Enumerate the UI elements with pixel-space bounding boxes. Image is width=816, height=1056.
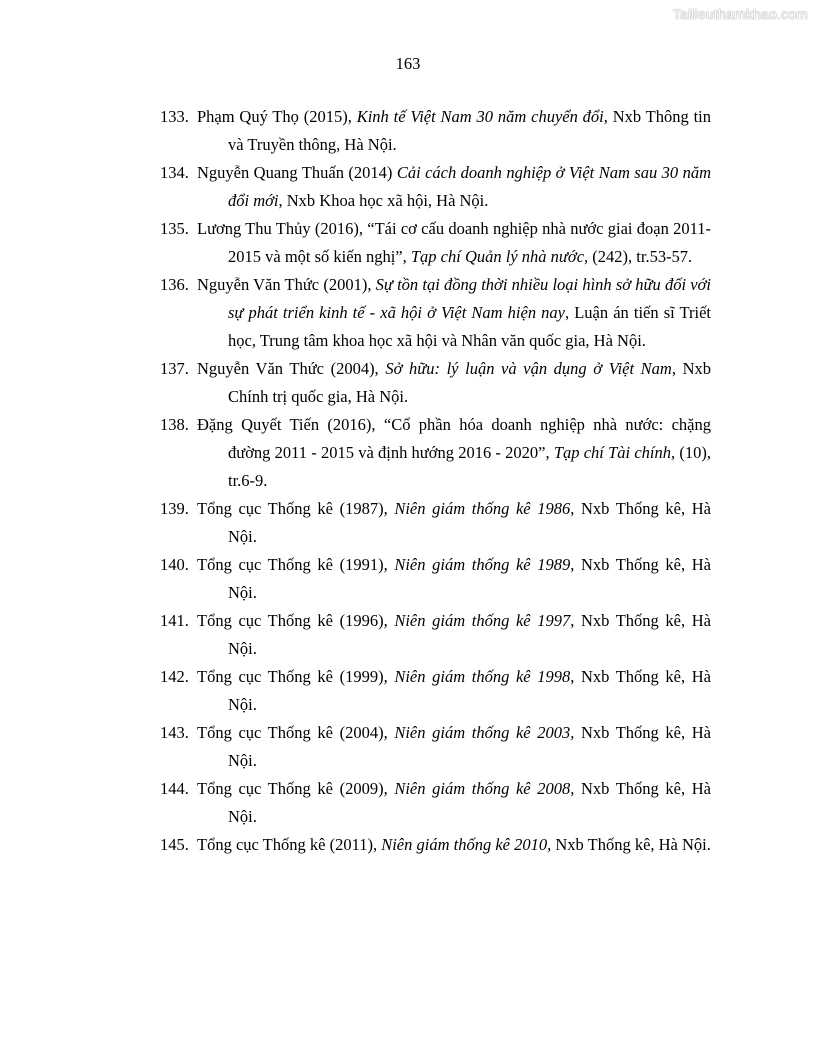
reference-number: 145. xyxy=(160,835,189,854)
reference-item xyxy=(160,551,711,607)
reference-text: Tổng cục Thống kê (1987), xyxy=(197,499,395,518)
reference-text: Nxb Thống kê, Hà Nội. xyxy=(551,835,711,854)
reference-number: 144. xyxy=(160,779,189,798)
reference-number: 140. xyxy=(160,555,189,574)
reference-text: , Nxb Thống kê, Hà Nội. xyxy=(228,611,711,658)
watermark: Tailieuthamkhao.com xyxy=(672,6,808,22)
reference-text: Tổng cục Thống kê (2011), xyxy=(197,835,382,854)
reference-text: Nguyễn Quang Thuấn (2014) xyxy=(197,163,397,182)
reference-item xyxy=(160,775,711,831)
reference-title: Tạp chí Tài chính, xyxy=(553,443,676,462)
reference-number: 136. xyxy=(160,275,189,294)
reference-item xyxy=(160,495,711,551)
reference-item xyxy=(160,607,711,663)
reference-text: Tổng cục Thống kê (2004), xyxy=(197,723,395,742)
reference-item xyxy=(160,271,711,355)
reference-title: Tạp chí Quản lý nhà nước, xyxy=(410,247,589,266)
reference-title: Niên giám thống kê 1986 xyxy=(394,499,571,518)
reference-item xyxy=(160,831,711,859)
reference-text: Lương Thu Thủy (2016), “Tái cơ cấu doanh nghiệp nhà nước giai đoạn 2011-2015 và một số kiến nghị”, xyxy=(197,219,711,266)
reference-text: Tổng cục Thống kê (1991), xyxy=(197,555,395,574)
reference-title: Cải cách doanh nghiệp ở Việt Nam sau 30 năm đổi mới xyxy=(228,163,712,210)
reference-text: Đặng Quyết Tiến (2016), “Cổ phần hóa doanh nghiệp nhà nước: chặng đường 2011 - 2015 và định hướng 2016 - 2020”, xyxy=(197,415,711,462)
reference-item xyxy=(160,355,711,411)
reference-text: , Nxb Thống kê, Hà Nội. xyxy=(228,499,711,546)
reference-text: , Nxb Thống kê, Hà Nội. xyxy=(228,667,711,714)
reference-number: 137. xyxy=(160,359,189,378)
reference-item xyxy=(160,215,711,271)
page-number: 163 xyxy=(395,54,421,73)
reference-text: Phạm Quý Thọ (2015), xyxy=(197,107,357,126)
reference-title: Sự tồn tại đồng thời nhiều loại hình sở hữu đối với sự phát triển kinh tế - xã hội ở Việt Nam hiện nay xyxy=(228,275,711,322)
reference-list xyxy=(160,103,711,859)
reference-title: Kinh tế Việt Nam 30 năm chuyển đổi xyxy=(356,107,604,126)
reference-number: 139. xyxy=(160,499,189,518)
reference-number: 138. xyxy=(160,415,189,434)
reference-item xyxy=(160,663,711,719)
reference-title: Niên giám thống kê 1989 xyxy=(394,555,571,574)
reference-number: 133. xyxy=(160,107,189,126)
reference-text: , Nxb Khoa học xã hội, Hà Nội. xyxy=(278,191,489,210)
reference-text: (242), tr.53-57. xyxy=(588,247,693,266)
reference-number: 141. xyxy=(160,611,189,630)
reference-title: Niên giám thống kê 2003, xyxy=(394,723,575,742)
reference-text: , Nxb Chính trị quốc gia, Hà Nội. xyxy=(228,359,712,406)
reference-item xyxy=(160,411,711,495)
reference-title: Niên giám thống kê 2008, xyxy=(394,779,575,798)
reference-item xyxy=(160,103,711,159)
reference-number: 142. xyxy=(160,667,189,686)
reference-number: 135. xyxy=(160,219,189,238)
reference-title: Sở hữu: lý luận và vận dụng ở Việt Nam xyxy=(385,359,672,378)
reference-text: , Nxb Thống kê, Hà Nội. xyxy=(228,555,711,602)
reference-text: (10), tr.6-9. xyxy=(228,443,711,490)
reference-item xyxy=(160,719,711,775)
reference-text: Tổng cục Thống kê (1999), xyxy=(197,667,395,686)
reference-title: Niên giám thống kê 2010, xyxy=(381,835,552,854)
reference-text: Tổng cục Thống kê (2009), xyxy=(197,779,395,798)
reference-title: Niên giám thống kê 1998 xyxy=(394,667,571,686)
reference-text: , Luận án tiến sĩ Triết học, Trung tâm khoa học xã hội và Nhân văn quốc gia, Hà Nội. xyxy=(228,303,711,350)
reference-text: Nxb Thống kê, Hà Nội. xyxy=(228,779,711,826)
reference-title: Niên giám thống kê 1997 xyxy=(394,611,571,630)
reference-number: 143. xyxy=(160,723,189,742)
reference-text: Nguyễn Văn Thức (2004), xyxy=(197,359,386,378)
reference-text: Tổng cục Thống kê (1996), xyxy=(197,611,395,630)
reference-item xyxy=(160,159,711,215)
reference-text: , Nxb Thông tin và Truyền thông, Hà Nội. xyxy=(228,107,711,154)
reference-text: Nxb Thống kê, Hà Nội. xyxy=(228,723,711,770)
reference-text: Nguyễn Văn Thức (2001), xyxy=(197,275,376,294)
reference-number: 134. xyxy=(160,163,189,182)
